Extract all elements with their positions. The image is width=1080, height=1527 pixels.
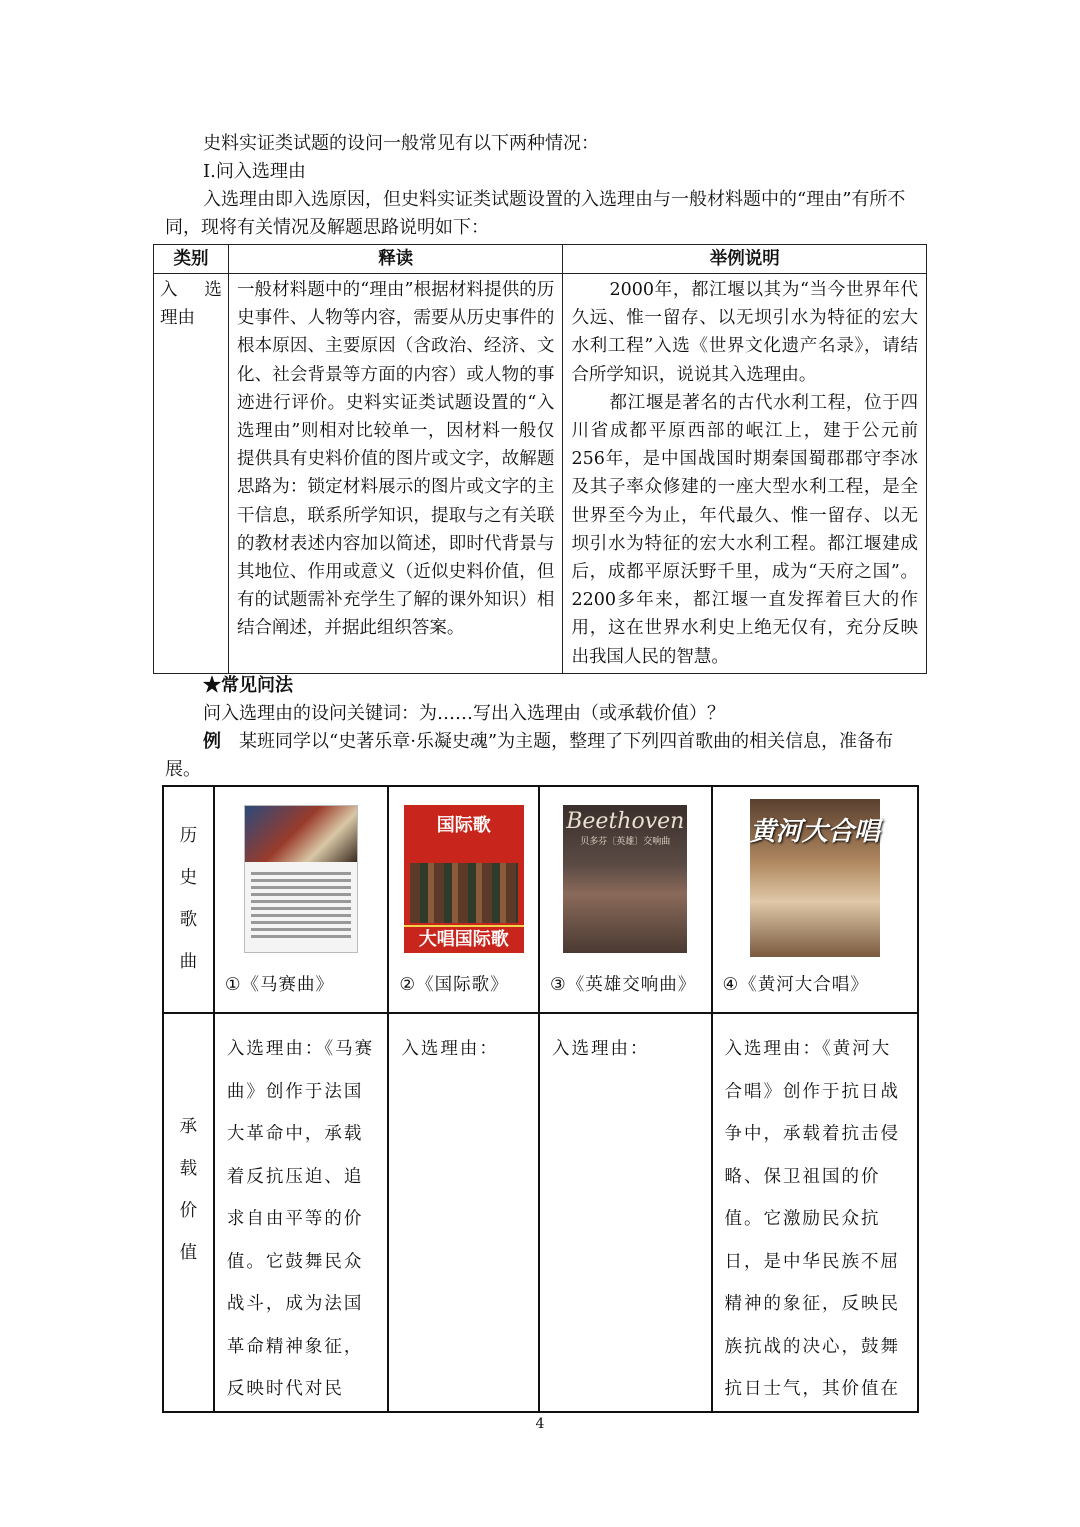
section-paragraph: 入选理由即入选原因，但史料实证类试题设置的入选理由与一般材料题中的“理由”有所不同，现将有关情况及解题思路说明如下： [165,189,906,238]
page-number: 4 [535,1416,545,1432]
song-caption: ①《马赛曲》 [224,975,335,995]
example-answer: 都江堰是著名的古代水利工程，位于四川省成都平原西部的岷江上，建于公元前256年，是中国战国时期秦国蜀郡郡守李冰及其子率众修建的一座大型水利工程，是全世界至今为止，年代最久、惟一留存、以无坝引水为特征的宏大水利工程。都江堰建成后，成都平原沃野千里，成为“天府之国”。2200多年来，都江堰一直发挥着巨大的作用，这在世界水利史上绝无仅有，充分反映出我国人民的智慧。 [571,392,918,667]
song-cell-eroica [539,786,712,1013]
song-caption: ③《英雄交响曲》 [550,975,697,995]
song-caption: ②《国际歌》 [399,975,509,995]
table-header-row [154,245,927,274]
table-row [154,274,927,674]
reason-cell: 入选理由： [539,1013,712,1412]
songs-row [163,786,918,1013]
header-category: 类别 [154,245,229,274]
category-cell: 入 选理由 [154,274,229,674]
interpretation-cell: 一般材料题中的“理由”根据材料提供的历史事件、人物等内容，需要从历史事件的根本原因、主要原因（含政治、经济、文化、社会背景等方面的内容）或人物的事迹进行评价。史料实证类试题设置的“入选理由”则相对比较单一，因材料一般仅提供具有史料价值的图片或文字，故解题思路为：锁定材料展示的图片或文字的主干信息，联系所学知识，提取与之有关联的教材表述内容加以简述，即时代背景与其地位、作用或意义（近似史料价值，但有的试题需补充学生了解的课外知识）相结合阐述，并据此组织答案。 [228,274,563,674]
example-cell [563,274,927,674]
header-interpretation: 释读 [228,245,563,274]
song-cell-yellow-river [712,786,918,1013]
common-heading: ★常见问法 [203,675,293,696]
example-text: 某班同学以“史著乐章·乐凝史魂”为主题，整理了下列四首歌曲的相关信息，准备布展。 [165,731,894,780]
song-cell-internationale [388,786,539,1013]
eroica-cover-image: Beethoven 贝多芬〔英雄〕交响曲 [563,805,687,953]
song-cell-marseillaise [214,786,389,1013]
reason-cell: 入选理由： [388,1013,539,1412]
keyword-line: 问入选理由的设问关键词：为……写出入选理由（或承载价值）？ [203,703,725,724]
song-caption: ④《黄河大合唱》 [722,975,869,995]
example-paragraph [165,728,920,784]
row-label-value: 承 载 价 值 [163,1013,214,1412]
example-label: 例 [203,731,221,752]
intro-line: 史料实证类试题的设问一般常见有以下两种情况： [203,133,599,154]
songs-table [162,785,919,1413]
header-example: 举例说明 [563,245,927,274]
internationale-poster-image: 国际歌 大唱国际歌 [404,805,524,953]
reason-cell: 入选理由：《黄河大合唱》创作于抗日战争中，承载着抗击侵略、保卫祖国的价值。它激励民众抗日，是中华民族不屈精神的象征，反映民族抗战的决心，鼓舞抗日士气，其价值在 [712,1013,918,1412]
marseillaise-image [244,805,358,953]
row-label-songs: 历 史 歌 曲 [163,786,214,1013]
reason-explanation-table [153,244,927,674]
reason-cell: 入选理由：《马赛曲》创作于法国大革命中，承载着反抗压迫、追求自由平等的价值。它鼓舞民众战斗，成为法国革命精神象征，反映时代对民 [214,1013,389,1412]
section-heading: I.问入选理由 [203,161,306,182]
value-row [163,1013,918,1412]
example-question: 2000年，都江堰以其为“当今世界年代久远、惟一留存、以无坝引水为特征的宏大水利工程”入选《世界文化遗产名录》，请结合所学知识，说说其入选理由。 [571,280,918,385]
yellow-river-cover-image: 黄河大合唱 [750,799,880,957]
